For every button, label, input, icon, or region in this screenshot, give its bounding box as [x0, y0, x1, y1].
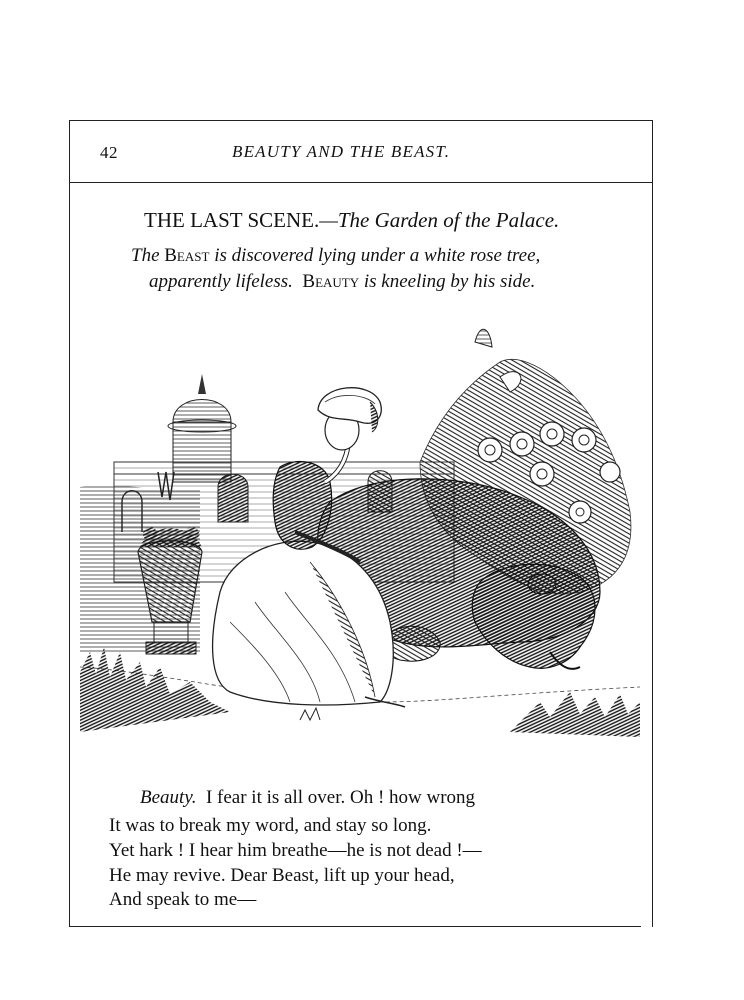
verse-line: Yet hark ! I hear him breathe—he is not dead !—: [109, 840, 482, 861]
stage-direction-line-2: [149, 271, 535, 293]
header-rule: [69, 182, 653, 183]
stage-direction-text: is discovered lying under a white rose tree,: [214, 245, 541, 266]
speaker-name: Beauty.: [140, 787, 197, 808]
character-name: Beast: [164, 245, 210, 266]
illustration-engraving: [80, 322, 640, 750]
bottom-rule: [69, 926, 641, 927]
scene-title-main: THE LAST SCENE.: [144, 208, 320, 232]
stage-direction-text: The: [131, 245, 160, 266]
scene-title: [144, 208, 559, 233]
running-head: BEAUTY AND THE BEAST.: [232, 142, 451, 161]
verse-line: He may revive. Dear Beast, lift up your head,: [109, 865, 455, 886]
verse-line: [140, 787, 475, 809]
stage-direction-text: apparently lifeless.: [149, 271, 293, 292]
character-name: Beauty: [302, 271, 360, 292]
page-number: 42: [100, 143, 118, 162]
verse-line: And speak to me—: [109, 889, 257, 910]
verse-line: It was to break my word, and stay so long.: [109, 815, 432, 836]
stage-direction-text: is kneeling by his side.: [363, 271, 536, 292]
scene-subtitle: —The Garden of the Palace.: [319, 208, 560, 232]
verse-text: I fear it is all over. Oh ! how wrong: [205, 787, 476, 808]
stage-direction-line-1: [131, 245, 540, 267]
